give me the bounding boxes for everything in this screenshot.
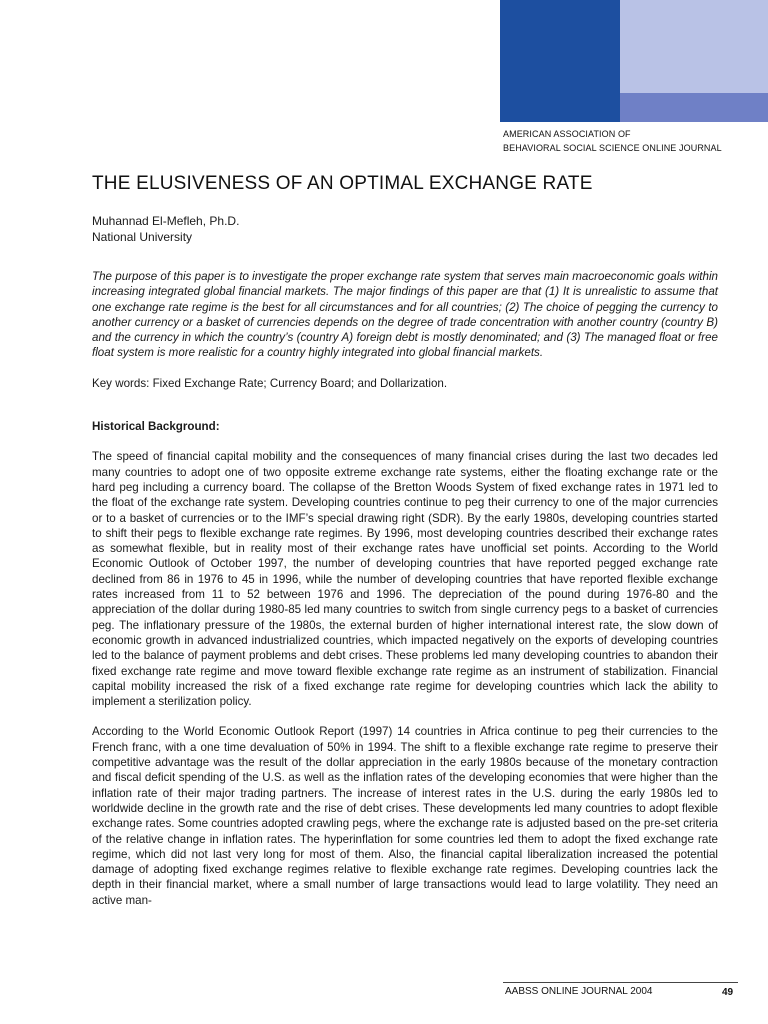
header-block-mid	[620, 93, 768, 122]
footer-journal: AABSS ONLINE JOURNAL 2004	[505, 986, 653, 997]
journal-name-line1: AMERICAN ASSOCIATION OF	[503, 129, 631, 139]
footer-rule	[503, 982, 738, 983]
article-title: THE ELUSIVENESS OF AN OPTIMAL EXCHANGE RATE	[92, 173, 593, 194]
author-name: Muhannad El-Mefleh, Ph.D.	[92, 214, 240, 228]
header-block-light	[620, 0, 768, 93]
author-block	[92, 213, 239, 245]
section-heading: Historical Background:	[92, 420, 220, 434]
abstract: The purpose of this paper is to investigate the proper exchange rate system that serves main macroeconomic goals within increasing integrated global financial markets. The major findings of this paper are that (1) It is unrealistic to assume that one exchange rate regime is the best for all circumstances and for all countries; (2) The choice of pegging the currency to another currency or a basket of currencies depends on the degree of trade concentration with another country (country B) and the currency in which the country’s (country A) foreign debt is mostly denominated; and (3) The managed float or free float system is more realistic for a country highly integrated into global financial markets.	[92, 270, 718, 360]
author-affiliation: National University	[92, 230, 193, 244]
header-block-dark	[500, 0, 620, 122]
keywords: Key words: Fixed Exchange Rate; Currency Board; and Dollarization.	[92, 376, 448, 390]
journal-name	[503, 127, 722, 155]
journal-name-line2: BEHAVIORAL SOCIAL SCIENCE ONLINE JOURNAL	[503, 143, 722, 153]
body-paragraph-2: According to the World Economic Outlook Report (1997) 14 countries in Africa continue to peg their currencies to the French franc, with a one time devaluation of 50% in 1994. The shift to a flexible exchange rate regime to preserve their competitive advantage was the result of the dollar appreciation in the early 1980s because of the monetary contraction and fiscal deficit spending of the U.S. as well as the inflation rates of the developing economies that were higher than the inflation rate of their major trading partners. The increase of interest rates in the U.S. during the early 1980s led to worldwide decline in the growth rate and the rise of debt crises. These developments led many countries to adopt flexible exchange rates. Some countries adopted crawling pegs, where the exchange rate is adjusted based on the pre-set criteria of the relative change in inflation rates. The hyperinflation for some countries led them to adopt the fixed exchange rate regime, which did not last very long for most of them. Also, the financial capital liberalization increased the potential damage of adopting fixed exchange regimes relative to flexible exchange rate regimes. Developing countries lack the depth in their financial market, where a small number of large transactions would lead to large volatility. They need an active man-	[92, 725, 718, 907]
page-number: 49	[722, 987, 734, 998]
body-paragraph-1: The speed of financial capital mobility and the consequences of many financial crises during the last two decades led many countries to adopt one of two opposite extreme exchange rate systems, either the floating exchange rate or the hard peg including a currency board. The collapse of the Bretton Woods System of fixed exchange rates in 1971 led to the float of the exchange rate system. Developing countries continue to peg their currency to one of the major currencies or to a basket of currencies or to the IMF’s special drawing right (SDR). By the early 1980s, developing countries started to shift their pegs to flexible exchange rate regimes. By 1996, most developing countries described their exchange rates as somewhat flexible, but in reality most of their exchange rates have unofficial set points. According to the World Economic Outlook of October 1997, the number of developing countries that have reported pegged exchange rate declined from 86 in 1976 to 45 in 1996, while the number of developing countries that have reported flexible exchange rates increased from 11 to 52 between 1976 and 1996. The depreciation of the pound during 1976-80 and the appreciation of the dollar during 1980-85 led many countries to switch from single currency pegs to a basket of currencies peg. The inflationary pressure of the 1980s, the external burden of higher international interest rate, the slow down of economic growth in advanced industrialized countries, which impacted negatively on the exports of developing countries led to the balance of payment problems and debt crises. These problems led many developing countries to abandon their fixed exchange rate regime and move toward flexible exchange rate regime as an instrument of stabilization. Financial capital mobility increased the risk of a fixed exchange rate regime for developing countries which lack the ability to implement a sterilization policy.	[92, 450, 718, 709]
article-body	[92, 269, 718, 908]
